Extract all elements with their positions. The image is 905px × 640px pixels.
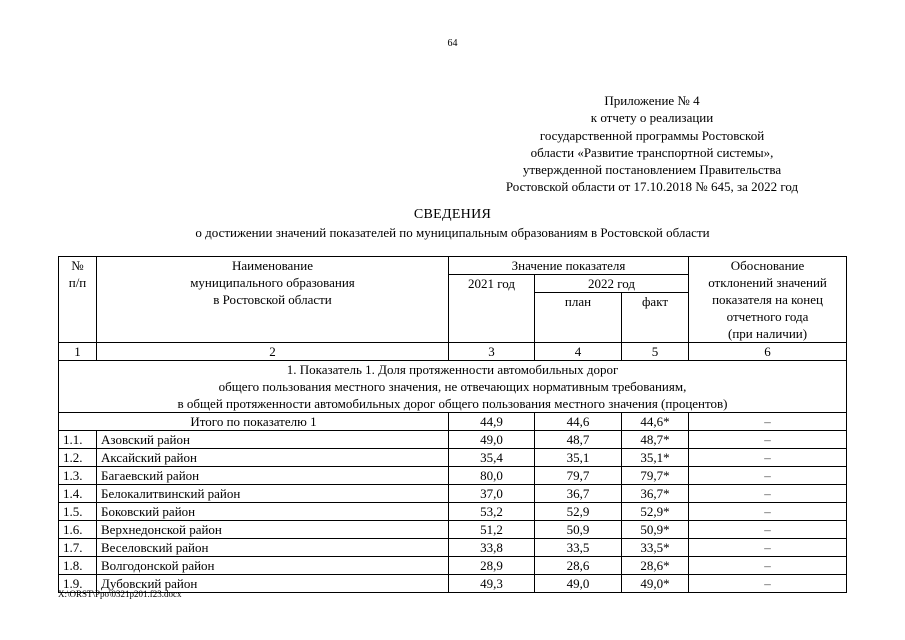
row-reason: – <box>689 557 847 575</box>
appendix-line: государственной программы Ростовской <box>539 127 765 143</box>
row-2021: 53,2 <box>449 503 535 521</box>
row-name: Волгодонской район <box>97 557 449 575</box>
header-value: Значение показателя <box>449 257 689 275</box>
indicators-table <box>58 256 847 593</box>
col-number: 4 <box>535 343 622 361</box>
header-name: Наименование муниципального образования в Ростовской области <box>97 257 449 343</box>
row-fact: 49,0* <box>622 575 689 593</box>
row-name: Азовский район <box>97 431 449 449</box>
col-number: 2 <box>97 343 449 361</box>
row-2021: 49,0 <box>449 431 535 449</box>
col-number: 1 <box>59 343 97 361</box>
row-reason: – <box>689 575 847 593</box>
appendix-line: утвержденной постановлением Правительства <box>522 162 782 178</box>
row-name: Белокалитвинский район <box>97 485 449 503</box>
section-heading: 1. Показатель 1. Доля протяженности автомобильных дорог общего пользования местного значения, не отвечающих нормативным требованиям, в общей протяженности автомобильных дорог общего пользования местного значения (процентов) <box>59 361 847 413</box>
header-2021: 2021 год <box>449 275 535 343</box>
appendix-line: области «Развитие транспортной системы», <box>530 144 774 160</box>
document-title: СВЕДЕНИЯ <box>413 207 492 222</box>
row-num: 1.4. <box>59 485 97 503</box>
row-name: Дубовский район <box>97 575 449 593</box>
row-num: 1.5. <box>59 503 97 521</box>
total-2021: 44,9 <box>449 413 535 431</box>
row-plan: 79,7 <box>535 467 622 485</box>
total-plan: 44,6 <box>535 413 622 431</box>
header-row <box>59 257 847 275</box>
row-reason: – <box>689 431 847 449</box>
row-fact: 28,6* <box>622 557 689 575</box>
row-2021: 51,2 <box>449 521 535 539</box>
col-number: 6 <box>689 343 847 361</box>
header-plan: план <box>535 293 622 343</box>
row-fact: 35,1* <box>622 449 689 467</box>
col-number: 3 <box>449 343 535 361</box>
row-plan: 28,6 <box>535 557 622 575</box>
row-reason: – <box>689 503 847 521</box>
row-fact: 33,5* <box>622 539 689 557</box>
document-subtitle: о достижении значений показателей по муниципальным образованиям в Ростовской области <box>195 225 710 240</box>
row-num: 1.7. <box>59 539 97 557</box>
row-reason: – <box>689 485 847 503</box>
column-numbers-row <box>59 343 847 361</box>
row-num: 1.1. <box>59 431 97 449</box>
total-fact: 44,6* <box>622 413 689 431</box>
table-row <box>59 557 847 575</box>
table-row <box>59 449 847 467</box>
row-name: Аксайский район <box>97 449 449 467</box>
row-fact: 79,7* <box>622 467 689 485</box>
total-label: Итого по показателю 1 <box>59 413 449 431</box>
row-num: 1.2. <box>59 449 97 467</box>
row-plan: 48,7 <box>535 431 622 449</box>
row-plan: 36,7 <box>535 485 622 503</box>
appendix-line: к отчету о реализации <box>590 110 714 126</box>
row-2021: 35,4 <box>449 449 535 467</box>
row-num: 1.9. <box>59 575 97 593</box>
section-row <box>59 361 847 413</box>
table-row <box>59 485 847 503</box>
total-row <box>59 413 847 431</box>
row-2021: 80,0 <box>449 467 535 485</box>
table-row <box>59 467 847 485</box>
row-fact: 36,7* <box>622 485 689 503</box>
row-2021: 37,0 <box>449 485 535 503</box>
header-reason: Обоснование отклонений значений показателя на конец отчетного года (при наличии) <box>689 257 847 343</box>
row-num: 1.3. <box>59 467 97 485</box>
header-2022: 2022 год <box>535 275 689 293</box>
row-num: 1.6. <box>59 521 97 539</box>
table-row <box>59 431 847 449</box>
row-reason: – <box>689 467 847 485</box>
row-plan: 33,5 <box>535 539 622 557</box>
row-2021: 28,9 <box>449 557 535 575</box>
appendix-line: Приложение № 4 <box>604 93 700 108</box>
appendix-line: Ростовской области от 17.10.2018 № 645, за 2022 год <box>505 179 799 195</box>
row-fact: 52,9* <box>622 503 689 521</box>
table-row <box>59 521 847 539</box>
row-name: Багаевский район <box>97 467 449 485</box>
col-number: 5 <box>622 343 689 361</box>
row-reason: – <box>689 521 847 539</box>
header-fact: факт <box>622 293 689 343</box>
row-fact: 48,7* <box>622 431 689 449</box>
page-number: 64 <box>447 38 458 49</box>
row-reason: – <box>689 539 847 557</box>
row-fact: 50,9* <box>622 521 689 539</box>
row-reason: – <box>689 449 847 467</box>
row-plan: 50,9 <box>535 521 622 539</box>
row-plan: 52,9 <box>535 503 622 521</box>
row-2021: 33,8 <box>449 539 535 557</box>
appendix-block <box>462 92 842 196</box>
table-row <box>59 539 847 557</box>
row-num: 1.8. <box>59 557 97 575</box>
file-path-footer: X:\ORST\Ppo\0321p201.f23.docx <box>58 589 182 599</box>
row-plan: 49,0 <box>535 575 622 593</box>
header-num: № п/п <box>59 257 97 343</box>
row-plan: 35,1 <box>535 449 622 467</box>
row-name: Верхнедонской район <box>97 521 449 539</box>
row-name: Боковский район <box>97 503 449 521</box>
total-reason: – <box>689 413 847 431</box>
row-2021: 49,3 <box>449 575 535 593</box>
table-row <box>59 503 847 521</box>
row-name: Веселовский район <box>97 539 449 557</box>
